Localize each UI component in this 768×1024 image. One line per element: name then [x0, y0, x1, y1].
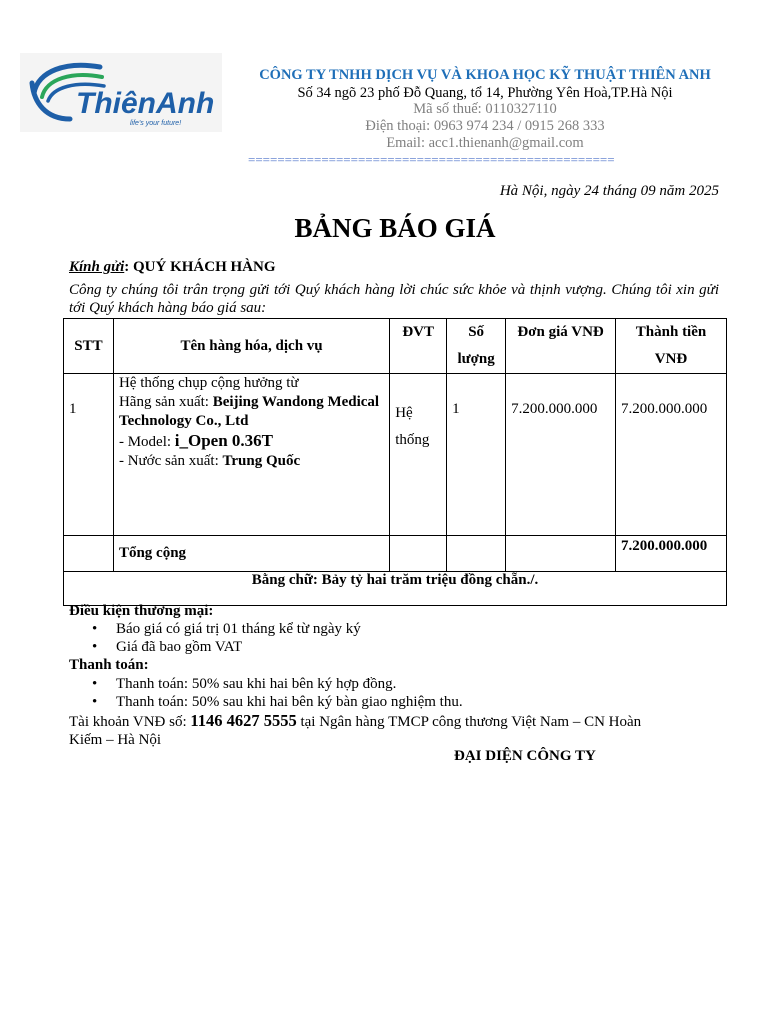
bank-account: Tài khoản VNĐ số: 1146 4627 5555 tại Ngân hàng TMCP công thương Việt Nam – CN Hoàn [69, 711, 642, 730]
amount-in-words: Bằng chữ: Bảy tỷ hai trăm triệu đồng chẵn./. [64, 572, 727, 606]
intro-paragraph: Công ty chúng tôi trân trọng gửi tới Quý khách hàng lời chúc sức khỏe và thịnh vượng. Chúng tôi xin gửi tới Quý khách hàng báo giá sau: [69, 282, 719, 316]
table-words-row [64, 572, 727, 606]
row-stt: 1 [64, 374, 114, 536]
quote-table [63, 318, 727, 606]
header-separator: ================================================== [248, 152, 615, 167]
row-item-description: Hệ thống chụp cộng hưởng từ Hãng sản xuất: Beijing Wandong Medical Technology Co., Ltd - Model: i_Open 0.36T - Nước sản xuất: Trung Quốc [113, 374, 389, 536]
row-unit-price: 7.200.000.000 [506, 374, 616, 536]
header-total: Thành tiền VNĐ [616, 319, 727, 374]
payment-item: Thanh toán: 50% sau khi hai bên ký bàn giao nghiệm thu. [116, 694, 463, 710]
row-quantity: 1 [447, 374, 506, 536]
table-header-row [64, 319, 727, 374]
company-email: Email: acc1.thienanh@gmail.com [386, 135, 584, 151]
document-date: Hà Nội, ngày 24 tháng 09 năm 2025 [499, 183, 719, 199]
header-stt: STT [64, 319, 114, 374]
signature-title: ĐẠI DIỆN CÔNG TY [454, 748, 596, 764]
greeting-recipient: QUÝ KHÁCH HÀNG [129, 259, 276, 275]
terms-heading: Điều kiện thương mại: [69, 603, 214, 619]
sum-label: Tổng cộng [113, 536, 389, 572]
company-name: CÔNG TY TNHH DỊCH VỤ VÀ KHOA HỌC KỸ THUẬT THIÊN ANH [259, 67, 711, 83]
table-row [64, 374, 727, 536]
item-manufacturer: Beijing Wandong Medical Technology Co., Ltd [118, 394, 380, 429]
company-logo [20, 53, 222, 132]
header-unit-price: Đơn giá VNĐ [506, 319, 616, 374]
row-unit: Hệ thống [390, 374, 447, 536]
terms-item: Giá đã bao gồm VAT [116, 639, 243, 655]
item-model: i_Open 0.36T [174, 431, 274, 450]
item-origin: Trung Quốc [222, 453, 301, 469]
greeting: Kính gửi: QUÝ KHÁCH HÀNG [69, 259, 276, 275]
table-sum-row [64, 536, 727, 572]
account-number: 1146 4627 5555 [190, 711, 297, 730]
logo-wordmark: ThiênAnh [76, 87, 215, 120]
greeting-label: Kính gửi [69, 259, 125, 275]
terms-item: Báo giá có giá trị 01 tháng kể từ ngày ký [116, 621, 361, 637]
company-address: Số 34 ngõ 23 phố Đỗ Quang, tổ 14, Phường Yên Hoà,TP.Hà Nội [297, 85, 673, 101]
payment-heading: Thanh toán: [69, 657, 149, 673]
company-tax-id: Mã số thuế: 0110327110 [413, 101, 557, 117]
logo-tagline: life's your future! [130, 120, 182, 127]
header-item-name: Tên hàng hóa, dịch vụ [113, 319, 389, 374]
bank-account-line2: Kiếm – Hà Nội [69, 732, 162, 748]
payment-item: Thanh toán: 50% sau khi hai bên ký hợp đồng. [116, 676, 397, 692]
header-quantity: Số lượng [447, 319, 506, 374]
header-unit: ĐVT [390, 319, 447, 374]
item-name: Hệ thống chụp cộng hưởng từ [118, 375, 299, 391]
company-phone: Điện thoại: 0963 974 234 / 0915 268 333 [365, 118, 605, 134]
row-total: 7.200.000.000 [616, 374, 727, 536]
document-title: BẢNG BÁO GIÁ [294, 213, 496, 243]
sum-total: 7.200.000.000 [616, 536, 727, 572]
